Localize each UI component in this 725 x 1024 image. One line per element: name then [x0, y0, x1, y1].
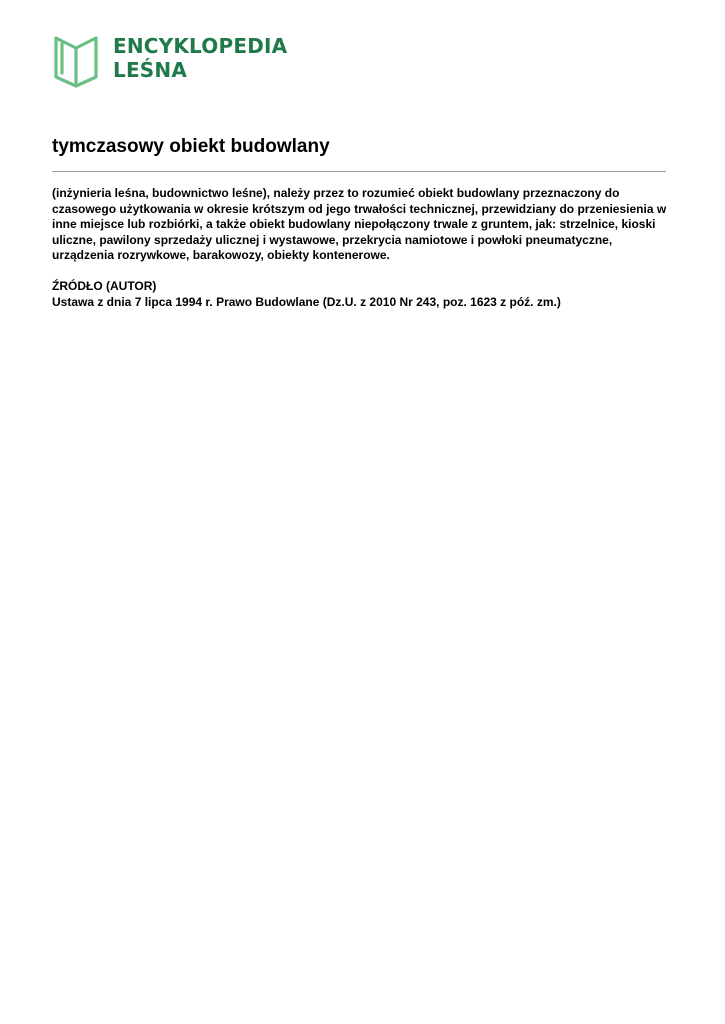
- source-heading: ŹRÓDŁO (AUTOR): [52, 279, 157, 293]
- source-text: Ustawa z dnia 7 lipca 1994 r. Prawo Budowlane (Dz.U. z 2010 Nr 243, poz. 1623 z póź. zm.): [52, 295, 561, 309]
- title-divider: [52, 171, 666, 172]
- site-logo[interactable]: [52, 33, 287, 88]
- entry-definition: (inżynieria leśna, budownictwo leśne), należy przez to rozumieć obiekt budowlany przeznaczony do czasowego użytkowania w okresie krótszym od jego trwałości technicznej, przewidziany do przeniesienia w inne miejsce lub rozbiórki, a także obiekt budowlany niepołączony trwale z gruntem, jak: strzelnice, kioski uliczne, pawilony sprzedaży ulicznej i wystawowe, przekrycia namiotowe i powłoki pneumatyczne, urządzenia rozrywkowe, barakowozy, obiekty kontenerowe.: [52, 186, 667, 262]
- logo-text: [113, 34, 287, 82]
- entry-title: tymczasowy obiekt budowlany: [52, 136, 330, 157]
- logo-line-1: ENCYKLOPEDIA: [113, 34, 288, 58]
- logo-line-2: LEŚNA: [113, 58, 188, 82]
- open-book-icon: [52, 33, 100, 88]
